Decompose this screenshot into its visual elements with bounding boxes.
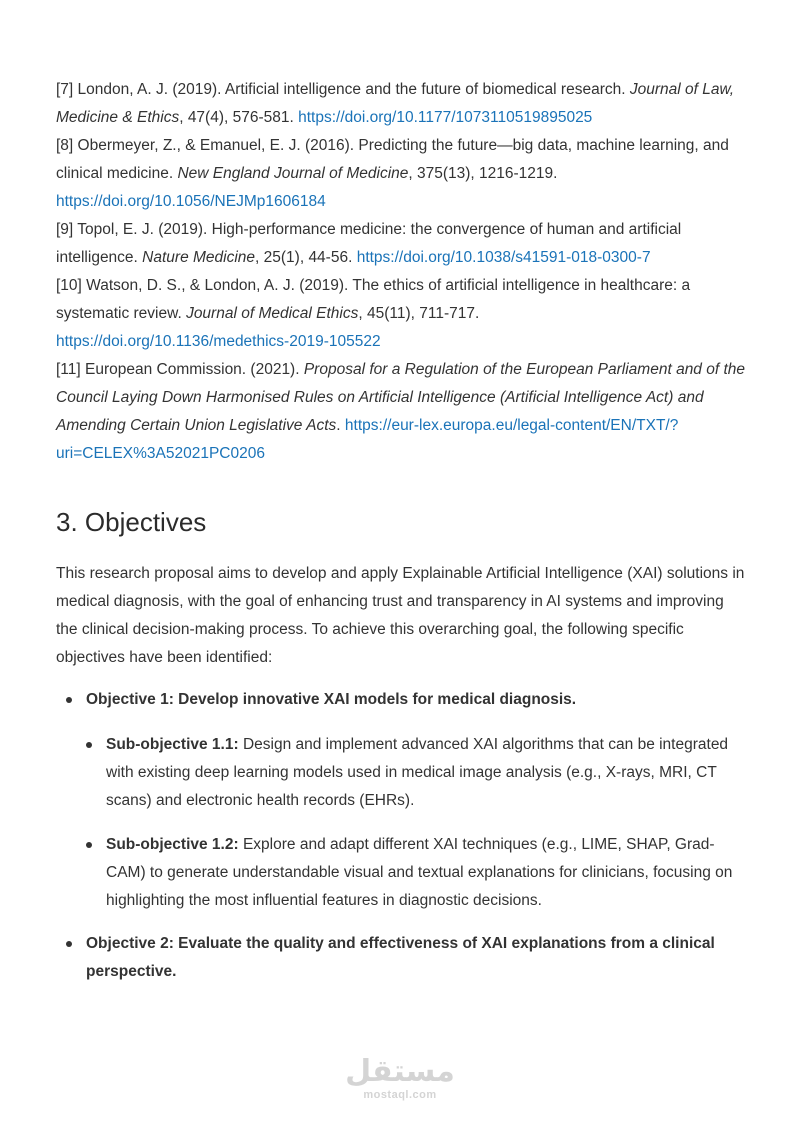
reference-journal: New England Journal of Medicine [177,165,409,182]
reference-list [56,76,746,468]
reference-11: [11] European Commission. (2021). Proposal for a Regulation of the European Parliament and of the Council Laying Down Harmonised Rules on Artificial Intelligence (Artificial Intelligence Act) and Amending Certain Union Legislative Acts. https://eur-lex.europa.eu/legal-content/EN/TXT/?uri=CELEX%3A52021PC0206 [56,361,746,462]
objective-2 [56,930,746,986]
sub-objective-label: Sub-objective 1.1: [106,736,239,753]
objective-2-text: Objective 2: Evaluate the quality and effectiveness of XAI explanations from a clinical perspective. [86,935,715,980]
reference-journal: Proposal for a Regulation of the European Parliament and of the Council Laying Down Harmonised Rules on Artificial Intelligence (Artificial Intelligence Act) and Amending Certain Union Legislative Acts [56,361,746,434]
section-heading: 3. Objectives [56,507,207,537]
reference-journal: Journal of Law, Medicine & Ethics [56,81,735,126]
sub-objective-text: Explore and adapt different XAI techniques (e.g., LIME, SHAP, Grad-CAM) to generate understandable visual and textual explanations for clinicians, focusing on highlighting the most influential features in diagnostic decisions. [106,836,733,909]
reference-doi-link[interactable]: https://doi.org/10.1038/s41591-018-0300-7 [356,249,651,266]
reference-7: [7] London, A. J. (2019). Artificial intelligence and the future of biomedical research. Journal of Law, Medicine & Ethics, 47(4), 576-581. https://doi.org/10.1177/1073110519895025 [56,81,735,126]
bullet-icon [86,842,92,848]
reference-8: [8] Obermeyer, Z., & Emanuel, E. J. (2016). Predicting the future—big data, machine learning, and clinical medicine. New England Journal of Medicine, 375(13), 1216-1219. https://doi.org/10.1056/NEJMp1606184 [56,137,729,210]
reference-9: [9] Topol, E. J. (2019). High-performance medicine: the convergence of human and artificial intelligence. Nature Medicine, 25(1), 44-56. https://doi.org/10.1038/s41591-018-0300-7 [56,221,682,266]
reference-10: [10] Watson, D. S., & London, A. J. (2019). The ethics of artificial intelligence in healthcare: a systematic review. Journal of Medical Ethics, 45(11), 711-717. https://doi.org/10.1136/medethics-2019-105522 [56,277,691,350]
bullet-icon [66,697,72,703]
sub-objective-text: Design and implement advanced XAI algorithms that can be integrated with existing deep learning models used in medical image analysis (e.g., X-rays, MRI, CT scans) and electronic health records (EHRs). [106,736,729,809]
watermark-domain: mostaql.com [363,1089,437,1101]
bullet-icon [66,941,72,947]
bullet-icon [86,742,92,748]
reference-doi-link[interactable]: https://doi.org/10.1136/medethics-2019-105522 [56,333,381,350]
objective-1-text: Objective 1: Develop innovative XAI models for medical diagnosis. [86,691,577,708]
watermark-logo: مستقل [345,1054,455,1089]
reference-doi-link[interactable]: https://doi.org/10.1177/1073110519895025 [298,109,593,126]
sub-objective-label: Sub-objective 1.2: [106,836,239,853]
reference-journal: Journal of Medical Ethics [186,305,359,322]
objective-1 [56,686,746,714]
reference-doi-link[interactable]: https://eur-lex.europa.eu/legal-content/EN/TXT/?uri=CELEX%3A52021PC0206 [56,417,679,462]
intro-paragraph: This research proposal aims to develop and apply Explainable Artificial Intelligence (XAI) solutions in medical diagnosis, with the goal of enhancing trust and transparency in AI systems and improving the clinical decision-making process. To achieve this overarching goal, the following specific objectives have been identified: [56,565,745,666]
reference-journal: Nature Medicine [142,249,256,266]
sub-objective-1-1 [56,731,746,815]
reference-doi-link[interactable]: https://doi.org/10.1056/NEJMp1606184 [56,193,326,210]
watermark [340,1055,460,1101]
sub-objective-1-2 [56,831,746,915]
